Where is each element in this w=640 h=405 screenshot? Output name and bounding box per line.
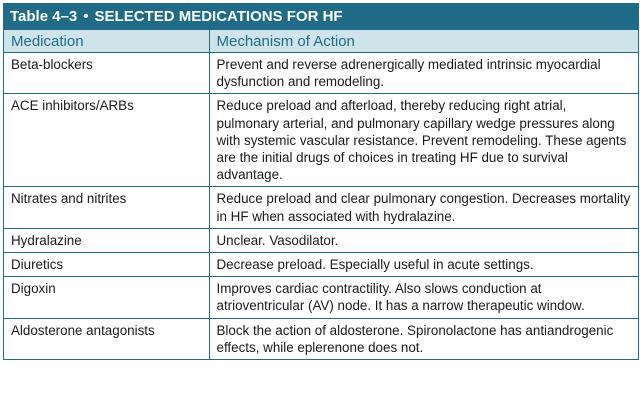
table-title-bar bbox=[4, 4, 638, 30]
mechanism-cell: Improves cardiac contractility. Also slows conduction at atrioventricular (AV) node. It has a narrow therapeutic window. bbox=[209, 277, 638, 318]
medication-cell: Nitrates and nitrites bbox=[4, 187, 209, 228]
column-header-mechanism: Mechanism of Action bbox=[209, 30, 638, 53]
table-row bbox=[4, 277, 638, 318]
medication-cell: ACE inhibitors/ARBs bbox=[4, 94, 209, 187]
medication-cell: Diuretics bbox=[4, 253, 209, 277]
table-row bbox=[4, 318, 638, 359]
medication-cell: Digoxin bbox=[4, 277, 209, 318]
mechanism-cell: Reduce preload and clear pulmonary congestion. Decreases mortality in HF when associated with hydralazine. bbox=[209, 187, 638, 228]
table-row bbox=[4, 228, 638, 252]
column-header-medication: Medication bbox=[4, 30, 209, 53]
mechanism-cell: Block the action of aldosterone. Spironolactone has antiandrogenic effects, while eplerenone does not. bbox=[209, 318, 638, 359]
mechanism-cell: Unclear. Vasodilator. bbox=[209, 228, 638, 252]
table-row bbox=[4, 94, 638, 187]
medication-cell: Aldosterone antagonists bbox=[4, 318, 209, 359]
mechanism-cell: Reduce preload and afterload, thereby reducing right atrial, pulmonary arterial, and pulmonary capillary wedge pressures along with systemic vascular resistance. Prevent remodeling. These agents are the initial drugs of choices in treating HF due to survival advantage. bbox=[209, 94, 638, 187]
table-title: SELECTED MEDICATIONS FOR HF bbox=[94, 8, 343, 25]
mechanism-cell: Prevent and reverse adrenergically mediated intrinsic myocardial dysfunction and remodeling. bbox=[209, 53, 638, 94]
title-bullet: • bbox=[83, 8, 89, 25]
table-row bbox=[4, 187, 638, 228]
medication-cell: Beta-blockers bbox=[11, 57, 93, 72]
table-row bbox=[4, 53, 638, 94]
medications-table bbox=[3, 3, 639, 360]
header-row bbox=[4, 30, 638, 53]
mechanism-cell: Decrease preload. Especially useful in acute settings. bbox=[209, 253, 638, 277]
table-number: Table 4–3 bbox=[10, 8, 78, 25]
medication-cell: Hydralazine bbox=[4, 228, 209, 252]
medications-grid bbox=[4, 30, 638, 359]
table-row bbox=[4, 253, 638, 277]
